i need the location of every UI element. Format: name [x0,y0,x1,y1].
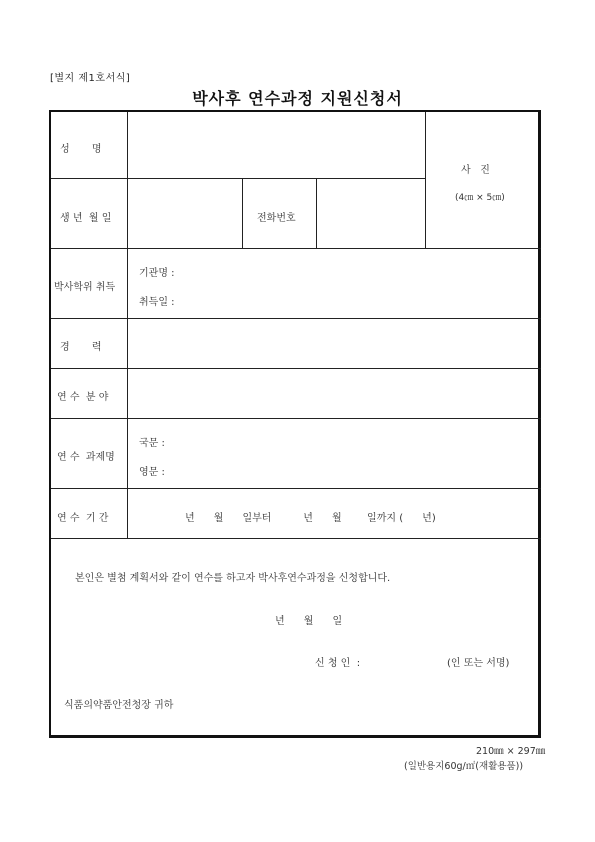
research-field-label: 연 수 분 야 [57,392,109,403]
phone-label: 전화번호 [257,213,296,224]
signature-field[interactable]: (인 또는 서명) [447,658,510,669]
degree-date-field[interactable]: 취득일 : [139,297,175,308]
paper-size: 210㎜ × 297㎜ [476,746,546,757]
topic-english-field[interactable]: 영문 : [139,467,165,478]
paper-type: (일반용지60g/㎡(재활용품)) [404,761,524,772]
period-label: 연 수 기 간 [57,513,109,524]
application-form [49,110,541,738]
photo-size: (4㎝ × 5㎝) [455,193,505,203]
row-divider [51,178,426,179]
recipient: 식품의약품안전청장 귀하 [64,700,174,711]
career-label: 경 력 [60,342,102,353]
declaration-statement: 본인은 별첨 계획서와 같이 연수를 하고자 박사후연수과정을 신청합니다. [75,573,391,584]
photo-label: 사 진 [461,165,490,176]
applicant-label: 신 청 인 : [315,658,361,669]
cell-divider [316,178,317,248]
label-column-divider [127,112,128,538]
row-divider [51,368,541,369]
name-label: 성 명 [60,144,102,155]
row-divider [51,538,541,539]
degree-institution-field[interactable]: 기관명 : [139,268,175,279]
period-field[interactable]: 년 월 일부터 년 월 일까지 ( 년) [185,513,436,524]
row-divider [51,418,541,419]
degree-label: 박사학위 취득 [54,282,116,293]
page-title: 박사후 연수과정 지원신청서 [192,89,403,108]
photo-column-divider [425,112,426,248]
declaration-date[interactable]: 년 월 일 [275,616,343,627]
form-number: [별지 제1호서식] [50,73,131,84]
topic-korean-field[interactable]: 국문 : [139,438,165,449]
row-divider [51,248,541,249]
birth-date-label: 생 년 월 일 [60,213,112,224]
row-divider [51,318,541,319]
row-divider [51,488,541,489]
cell-divider [242,178,243,248]
research-topic-label: 연 수 과제명 [57,452,115,463]
